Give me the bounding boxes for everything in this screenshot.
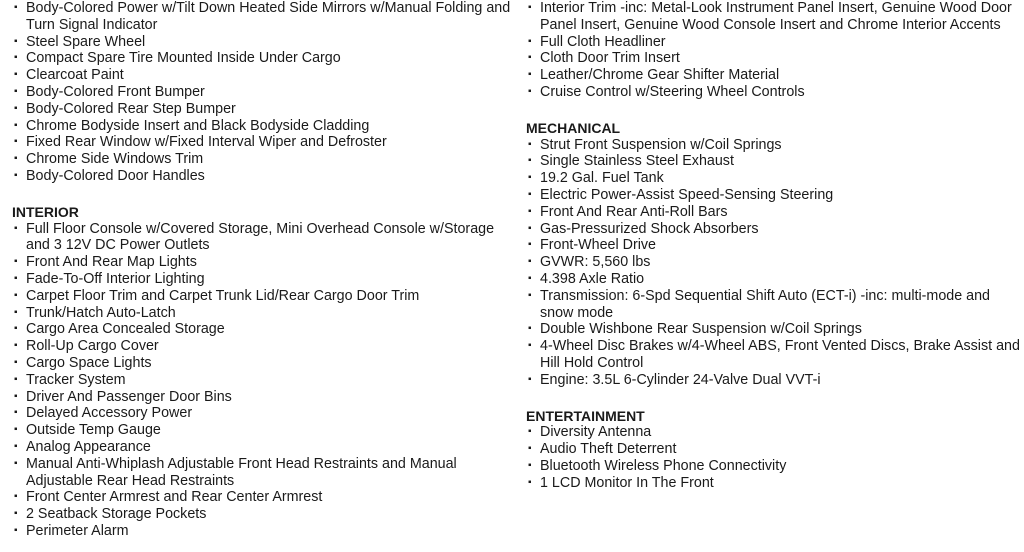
feature-item: ▪ Single Stainless Steel Exhaust [526, 153, 1020, 170]
feature-item: ▪ Front-Wheel Drive [526, 237, 1020, 254]
feature-item: ▪ Tracker System [12, 372, 512, 389]
interior-continued-section [526, 0, 1020, 101]
feature-item: ▪ Electric Power-Assist Speed-Sensing Steering [526, 187, 1020, 204]
feature-item: ▪ Strut Front Suspension w/Coil Springs [526, 137, 1020, 154]
entertainment-list [526, 424, 1020, 491]
feature-item: ▪ Cargo Space Lights [12, 355, 512, 372]
feature-item: ▪ Driver And Passenger Door Bins [12, 389, 512, 406]
feature-item: ▪ Front And Rear Map Lights [12, 254, 512, 271]
feature-item: ▪ Diversity Antenna [526, 424, 1020, 441]
feature-item: ▪ Full Cloth Headliner [526, 34, 1020, 51]
feature-item: ▪ Roll-Up Cargo Cover [12, 338, 512, 355]
feature-item: ▪ Front And Rear Anti-Roll Bars [526, 204, 1020, 221]
feature-item: ▪ Body-Colored Door Handles [12, 168, 512, 185]
feature-item: ▪ 4-Wheel Disc Brakes w/4-Wheel ABS, Front Vented Discs, Brake Assist and Hill Hold Control [526, 338, 1020, 372]
feature-item: ▪ Engine: 3.5L 6-Cylinder 24-Valve Dual VVT-i [526, 372, 1020, 389]
interior-section [12, 204, 512, 540]
feature-item: ▪ Full Floor Console w/Covered Storage, Mini Overhead Console w/Storage and 3 12V DC Power Outlets [12, 221, 512, 255]
feature-item: ▪ Cargo Area Concealed Storage [12, 321, 512, 338]
feature-item: ▪ 1 LCD Monitor In The Front [526, 475, 1020, 492]
section-title-entertainment: ENTERTAINMENT [526, 407, 645, 424]
feature-item: ▪ 2 Seatback Storage Pockets [12, 506, 512, 523]
feature-item: ▪ Carpet Floor Trim and Carpet Trunk Lid/Rear Cargo Door Trim [12, 288, 512, 305]
feature-item: ▪ Perimeter Alarm [12, 523, 512, 540]
feature-item: ▪ Clearcoat Paint [12, 67, 512, 84]
exterior-continued-section [12, 0, 512, 185]
feature-item: ▪ Outside Temp Gauge [12, 422, 512, 439]
feature-item: ▪ Analog Appearance [12, 439, 512, 456]
feature-item: ▪ Bluetooth Wireless Phone Connectivity [526, 458, 1020, 475]
feature-item: ▪ Double Wishbone Rear Suspension w/Coil Springs [526, 321, 1020, 338]
feature-item: ▪ Compact Spare Tire Mounted Inside Under Cargo [12, 50, 512, 67]
feature-item: ▪ Cloth Door Trim Insert [526, 50, 1020, 67]
feature-item: ▪ 19.2 Gal. Fuel Tank [526, 170, 1020, 187]
left-column [12, 0, 512, 540]
entertainment-section [526, 408, 1020, 492]
feature-item: ▪ Gas-Pressurized Shock Absorbers [526, 221, 1020, 238]
mechanical-list [526, 137, 1020, 389]
feature-item: ▪ Cruise Control w/Steering Wheel Controls [526, 84, 1020, 101]
right-column [526, 0, 1020, 492]
feature-item: ▪ Chrome Bodyside Insert and Black Bodyside Cladding [12, 118, 512, 135]
feature-item: ▪ Audio Theft Deterrent [526, 441, 1020, 458]
feature-item: ▪ Interior Trim -inc: Metal-Look Instrument Panel Insert, Genuine Wood Door Panel Insert, Genuine Wood Console Insert and Chrome Interior Accents [526, 0, 1020, 34]
feature-item: ▪ Trunk/Hatch Auto-Latch [12, 305, 512, 322]
feature-item: ▪ Delayed Accessory Power [12, 405, 512, 422]
feature-item: ▪ Body-Colored Rear Step Bumper [12, 101, 512, 118]
section-title-interior: INTERIOR [12, 203, 79, 220]
mechanical-section [526, 120, 1020, 389]
feature-item: ▪ Fade-To-Off Interior Lighting [12, 271, 512, 288]
feature-item: ▪ Chrome Side Windows Trim [12, 151, 512, 168]
feature-item: ▪ Front Center Armrest and Rear Center Armrest [12, 489, 512, 506]
section-title-mechanical: MECHANICAL [526, 119, 621, 136]
feature-item: ▪ Fixed Rear Window w/Fixed Interval Wiper and Defroster [12, 134, 512, 151]
exterior-list [12, 0, 512, 185]
feature-item: ▪ Body-Colored Power w/Tilt Down Heated Side Mirrors w/Manual Folding and Turn Signal Indicator [12, 0, 512, 34]
feature-item: ▪ Manual Anti-Whiplash Adjustable Front Head Restraints and Manual Adjustable Rear Head Restraints [12, 456, 512, 490]
interior-list [12, 221, 512, 540]
feature-item: ▪ 4.398 Axle Ratio [526, 271, 1020, 288]
feature-item: ▪ Transmission: 6-Spd Sequential Shift Auto (ECT-i) -inc: multi-mode and snow mode [526, 288, 1020, 322]
feature-item: ▪ Leather/Chrome Gear Shifter Material [526, 67, 1020, 84]
interior-continued-list [526, 0, 1020, 101]
feature-item: ▪ GVWR: 5,560 lbs [526, 254, 1020, 271]
feature-item: ▪ Steel Spare Wheel [12, 34, 512, 51]
feature-item: ▪ Body-Colored Front Bumper [12, 84, 512, 101]
